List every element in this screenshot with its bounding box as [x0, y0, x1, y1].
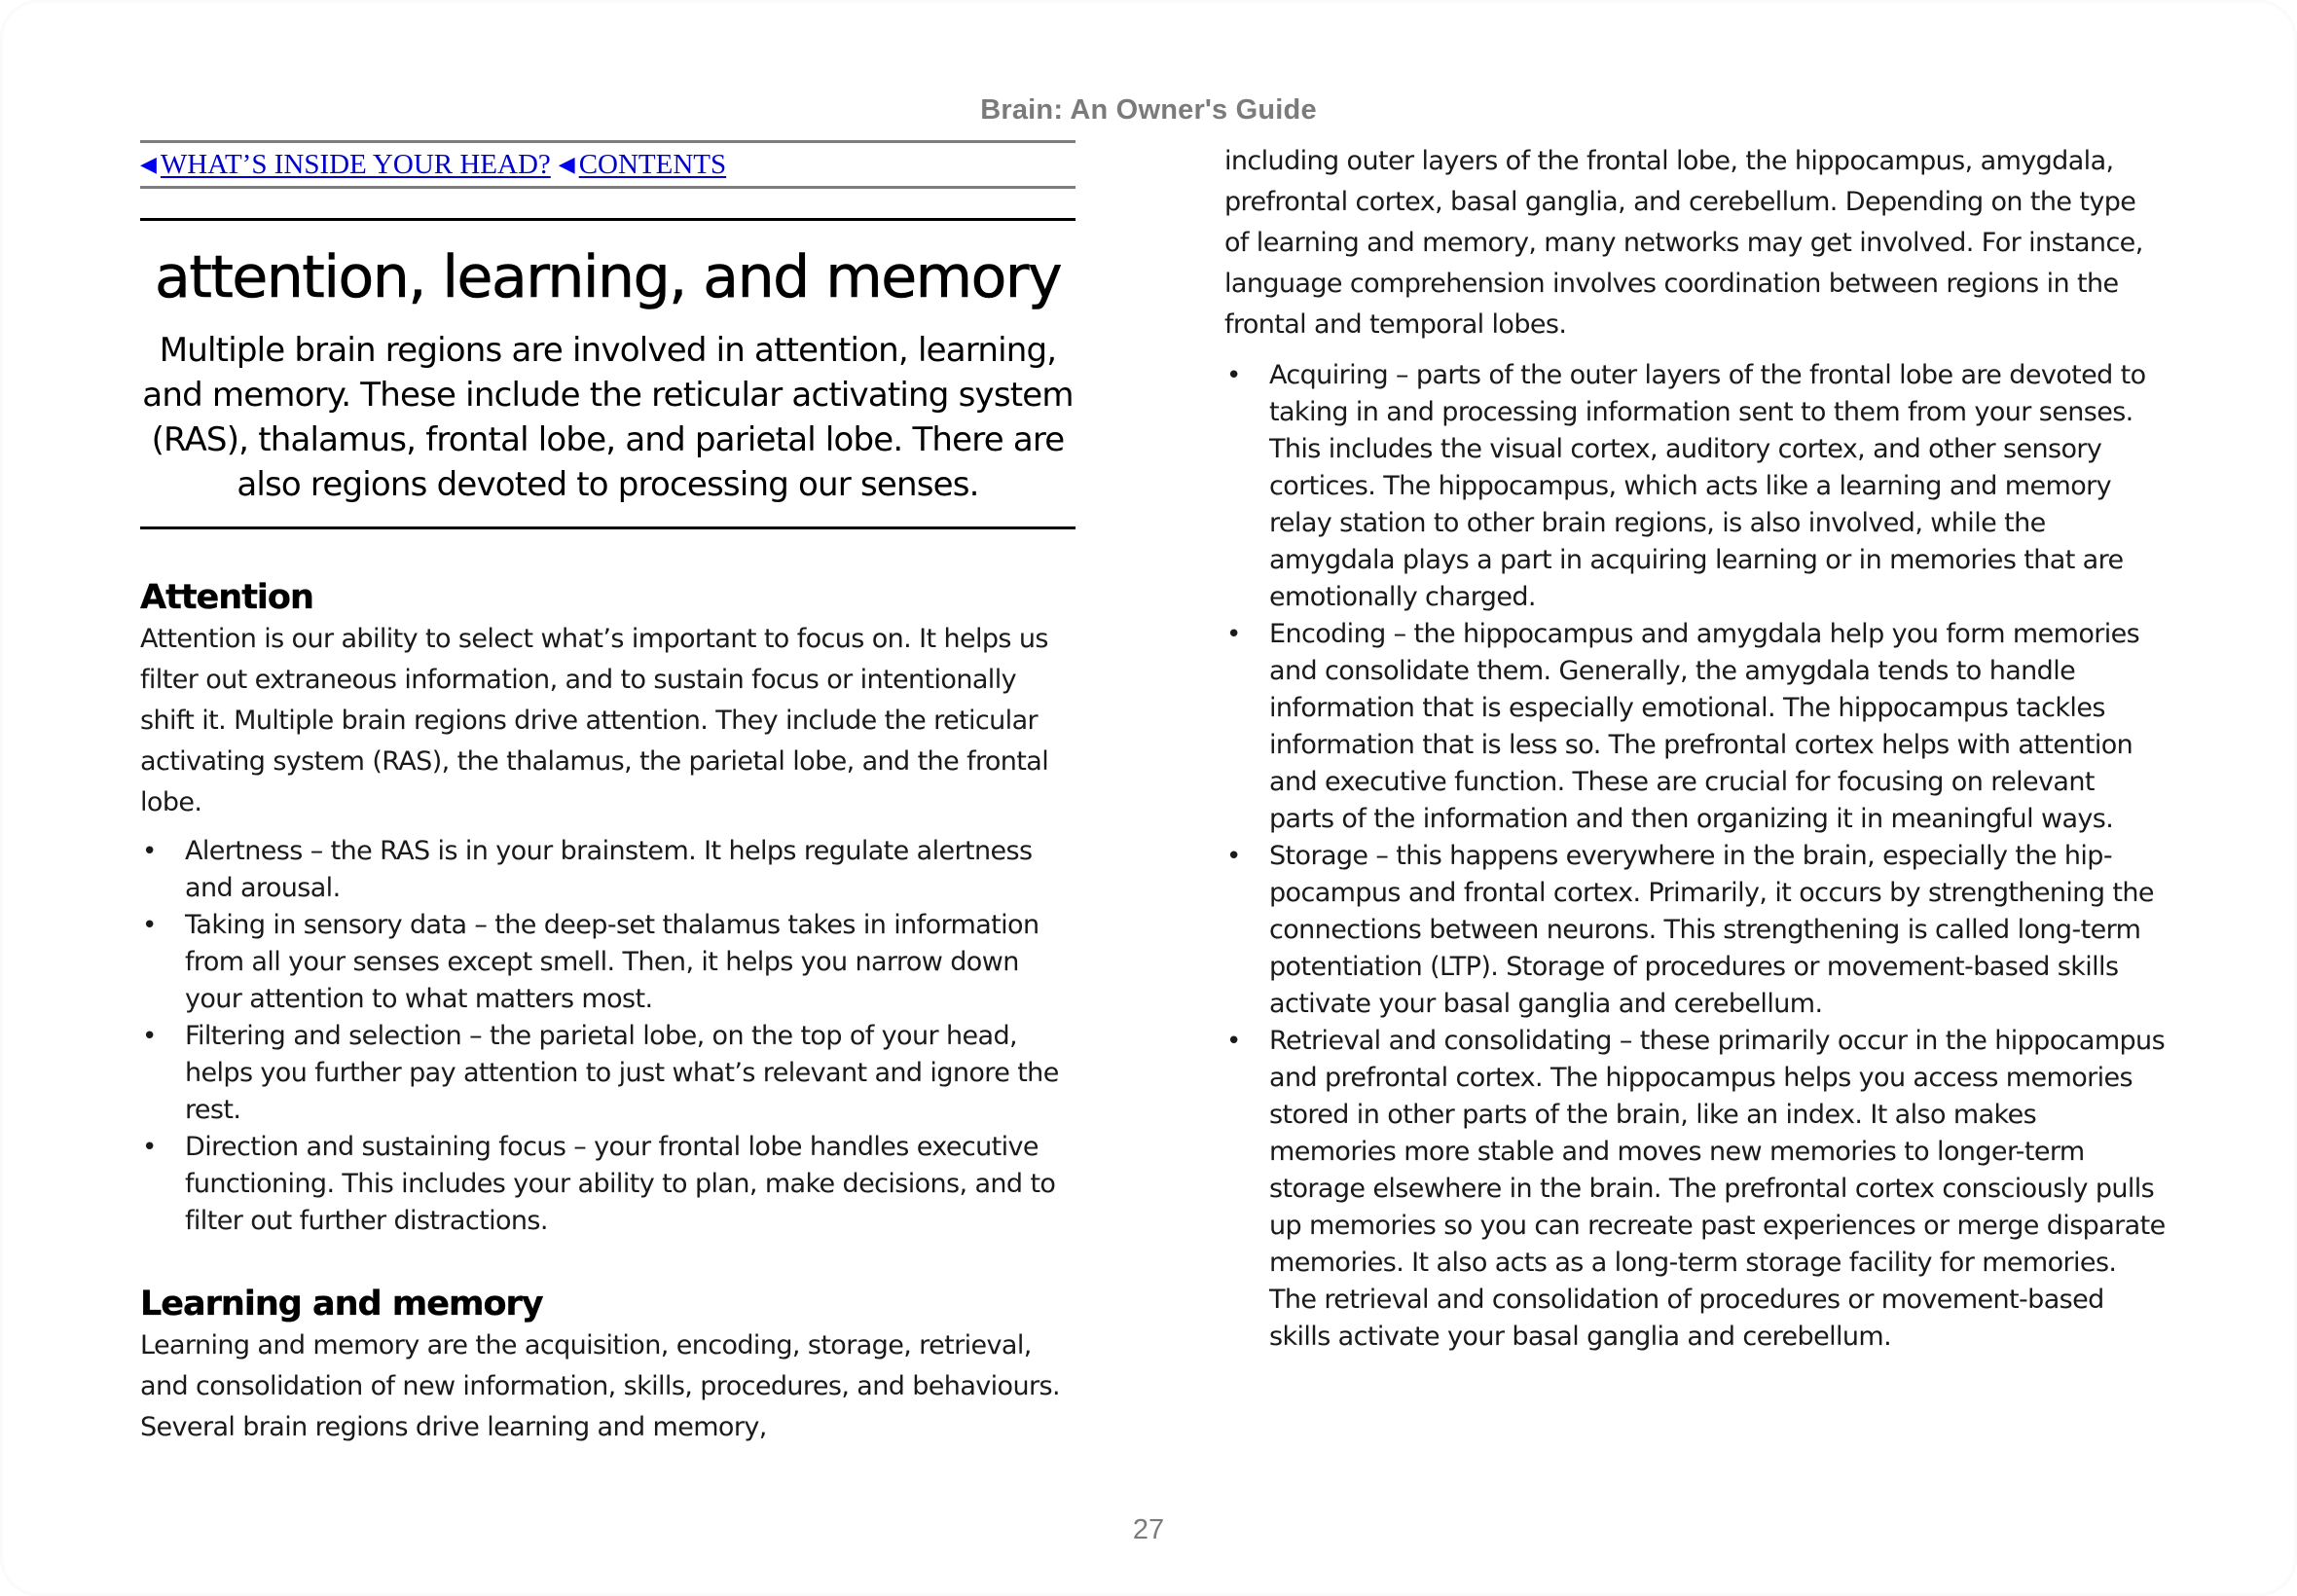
list-item-text: Encoding – the hippocampus and amygdala help you form memories and consolidate them. Generally, the amygdala tends to handle information that is especially emotional. The hippocampus tackles information that is less so. The prefrontal cortex helps with attention and executive function. These are crucial for focusing on relevant parts of the information and then organizing it in meaningful ways.: [1269, 619, 2140, 834]
learning-bullet-list: [1224, 357, 2167, 1356]
bullet-icon: •: [1226, 361, 1241, 390]
chapter-subtitle: Multiple brain regions are involved in attention, learning, and memory. These include the reticular activating system (RAS), thalamus, frontal lobe, and parietal lobe. There are also regions devoted to processing our senses.: [142, 331, 1074, 504]
bullet-icon: •: [1226, 842, 1241, 871]
bullet-icon: •: [142, 1133, 157, 1162]
nav-link-contents[interactable]: CONTENTS: [578, 149, 727, 180]
bullet-icon: •: [142, 837, 157, 866]
chapter-title-block: [140, 218, 1076, 529]
section-heading-learning-and-memory: Learning and memory: [140, 1285, 543, 1324]
chapter-title: attention, learning, and memory: [155, 243, 1061, 311]
bullet-icon: •: [142, 1022, 157, 1051]
list-item-text: Retrieval and consolidating – these primarily occur in the hippocampus and prefrontal cortex. The hippocampus helps you access memories stored in other parts of the brain, like an index. It also makes memories more stable and moves new memories to longer-term storage elsewhere in the brain. The prefrontal cortex consciously pulls up memories so you can recreate past experiences or merge disparate memories. It also acts as a long-term storage facility for memories. The retrieval and consolidation of procedures or movement-based skills activate your basal ganglia and cerebellum.: [1269, 1026, 2166, 1352]
list-item: [140, 1018, 1076, 1129]
bullet-icon: •: [1226, 620, 1241, 649]
left-triangle-icon: ◀: [140, 152, 157, 176]
bullet-icon: •: [1226, 1027, 1241, 1056]
list-item: [1224, 357, 2167, 616]
list-item: [140, 833, 1076, 907]
bullet-icon: •: [142, 911, 157, 940]
list-item: [140, 1129, 1076, 1240]
attention-bullet-list: [140, 833, 1076, 1240]
list-item-text: Storage – this happens everywhere in the brain, especially the hippocampus and frontal cortex. Primarily, it occurs by strengthening the connections between neurons. This strengthening is called long-term potentiation (LTP). Storage of procedures or movement-based skills activate your basal ganglia and cerebellum.: [1269, 841, 2154, 1019]
list-item: [1224, 1023, 2167, 1356]
left-column: [140, 140, 1076, 1448]
right-column: [1224, 141, 2167, 1356]
list-item-text: Acquiring – parts of the outer layers of the frontal lobe are devoted to taking in and processing information sent to them from your senses. This includes the visual cortex, auditory cortex, and other sensory cortices. The hippocampus, which acts like a learning and memory relay station to other brain regions, is also involved, while the amygdala plays a part in acquiring learning or in memories that are emotionally charged.: [1269, 360, 2146, 612]
page-number: 27: [1132, 1514, 1165, 1545]
list-item: [140, 907, 1076, 1018]
section-heading-attention: Attention: [140, 578, 313, 617]
list-item-text: Direction and sustaining focus – your frontal lobe handles executive functioning. This includes your ability to plan, make decisions, and to filter out further distractions.: [185, 1132, 1056, 1236]
left-triangle-icon: ◀: [558, 152, 575, 176]
attention-paragraph: Attention is our ability to select what’s important to focus on. It helps us filter out extraneous information, and to sustain focus or intentionally shift it. Multiple brain regions drive attention. They include the reticular activating system (RAS), the thalamus, the parietal lobe, and the frontal lobe.: [140, 624, 1049, 817]
list-item-text: Filtering and selection – the parietal lobe, on the top of your head, helps you further pay attention to just what’s relevant and ignore the rest.: [185, 1021, 1059, 1125]
learning-paragraph-part2: including outer layers of the frontal lobe, the hippocampus, amygdala, prefrontal cortex, basal ganglia, and cerebellum. Depending on the type of learning and memory, many networks may get involved. For instance, language comprehension involves coordination between regions in the frontal and temporal lobes.: [1224, 146, 2143, 340]
list-item-text: Alertness – the RAS is in your brainstem. It helps regulate alertness and arousal.: [185, 836, 1033, 903]
learning-paragraph-part1: Learning and memory are the acquisition, encoding, storage, retrieval, and consolidation of new information, skills, procedures, and behaviours. Several brain regions drive learning and memory,: [140, 1330, 1060, 1442]
list-item-text: Taking in sensory data – the deep-set thalamus takes in information from all your senses except smell. Then, it helps you narrow down your attention to what matters most.: [185, 910, 1039, 1014]
list-item: [1224, 838, 2167, 1023]
list-item: [1224, 616, 2167, 838]
nav-link-whats-inside-your-head[interactable]: WHAT’S INSIDE YOUR HEAD?: [160, 149, 551, 180]
chapter-navigation: [140, 140, 1076, 189]
running-header: Brain: An Owner's Guide: [980, 94, 1317, 126]
